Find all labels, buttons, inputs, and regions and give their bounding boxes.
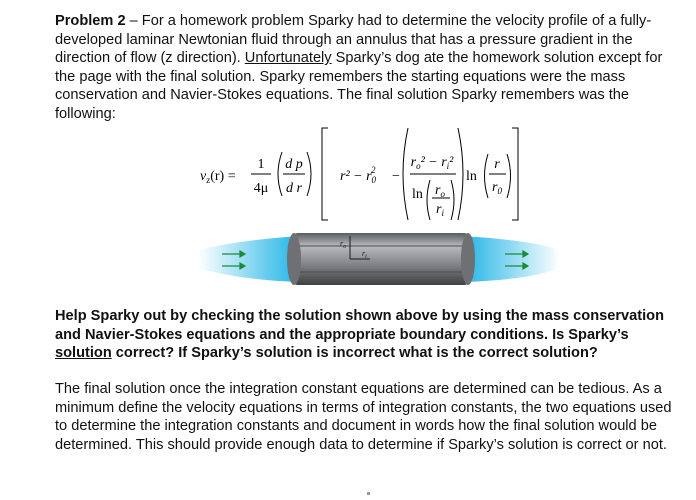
pipe-end-right <box>461 233 475 285</box>
problem-label: Problem 2 <box>55 13 126 29</box>
solution-word: solution <box>55 345 112 362</box>
help-text-1: Help Sparky out by checking the solution shown above by using the mass conservation and Navier-Stokes equations and the appropriate boundary conditions. Is Sparky’s <box>55 308 665 343</box>
eq-frac-num: $r_o^2 - r_i^2$ <box>410 155 454 171</box>
fluid-inlet <box>198 236 300 282</box>
ri-label: $r_i$ <box>362 249 367 260</box>
eq-coef-den: 4μ <box>253 181 269 196</box>
problem-text-2: Sparky’s dog ate the homework solution except for the page with the final solution. Sparky remembers the starting equations were the mass conservation and Navier-Stokes equations. The final solution Sparky remembers was the following: <box>55 50 663 122</box>
fluid-outlet <box>462 236 560 282</box>
problem-dash: – <box>125 13 142 29</box>
eq-inner-num: $r_o$ <box>435 183 445 199</box>
eq-minus: − <box>392 169 400 184</box>
unfortunately-word: Unfortunately <box>244 50 332 67</box>
eq-ratio-den: $r_0$ <box>492 180 502 196</box>
problem-text-1: For a homework problem Sparky had to determine the velocity profile of a fully-developed laminar Newtonian fluid through an annulus that has a pressure gradient in the direction of flow (z direction). <box>55 13 652 67</box>
eq-ln2-label: ln <box>466 169 477 184</box>
eq-coef-num: 1 <box>257 157 265 172</box>
eq-inner-den: $r_i$ <box>436 202 444 218</box>
eq-ln-label: ln <box>412 187 423 202</box>
help-paragraph <box>55 307 675 363</box>
pipe-end-left <box>287 233 301 285</box>
eq-term1: $r^2 - r_02$ <box>340 165 377 185</box>
page-mark <box>367 492 370 495</box>
pipe-body <box>292 233 470 285</box>
final-paragraph: The final solution once the integration constant equations are determined can be tedious. As a minimum define the velocity equations in terms of integration constants, the two equations used to determine the integration constants and document in words how the final solution would be determined. This should provide enough data to determine if Sparky’s solution is correct or not. <box>55 381 672 453</box>
help-text-2: correct? If Sparky’s solution is incorrect what is the correct solution? <box>111 345 598 362</box>
ro-label: $r_o$ <box>340 239 347 250</box>
eq-grad-num: d p <box>285 157 303 172</box>
eq-grad-den: d r <box>286 181 302 196</box>
eq-lhs: $v_z(r)$ = <box>200 169 236 185</box>
eq-ratio-num: r <box>494 157 500 172</box>
